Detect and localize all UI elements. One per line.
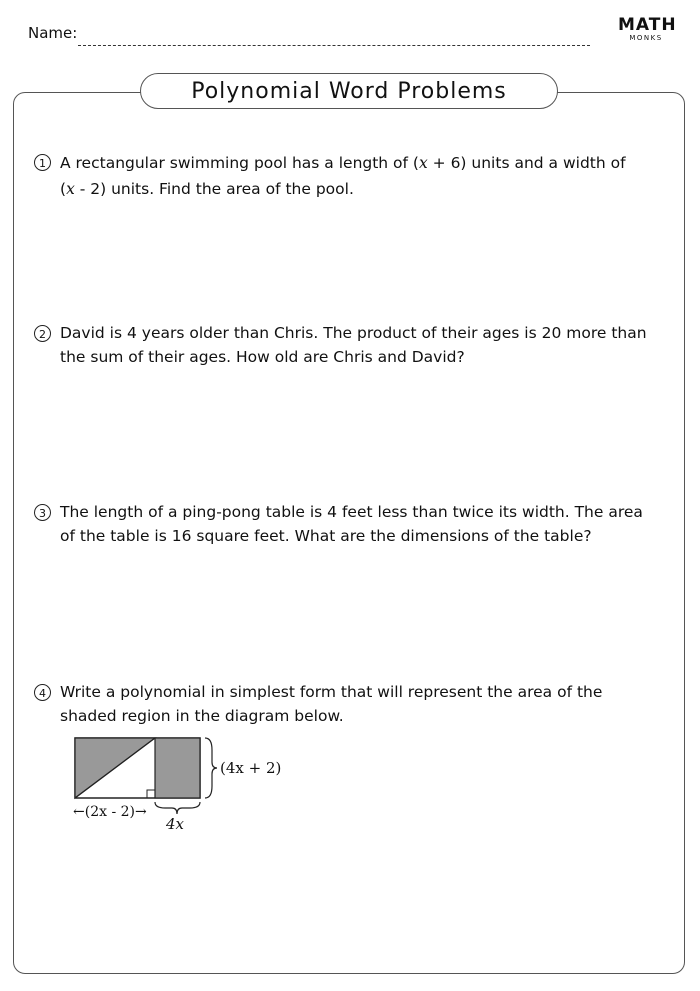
problem-1-text-d: - 2) units. Find the area of the pool. — [74, 180, 354, 198]
height-brace — [205, 738, 217, 798]
problem-1 — [34, 150, 674, 202]
problem-number: 4 — [34, 684, 51, 701]
logo-main-text: MATH — [618, 15, 677, 35]
height-label: (4x + 2) — [220, 759, 282, 777]
problem-text — [60, 321, 674, 369]
shaded-region-diagram — [60, 730, 300, 840]
problem-1-text-c: ( — [60, 180, 67, 198]
problem-1-text-b: + 6) units and a width of — [427, 154, 626, 172]
problem-number: 2 — [34, 325, 51, 342]
problem-number: 3 — [34, 504, 51, 521]
width-brace — [155, 802, 200, 814]
problem-2-line-2: the sum of their ages. How old are Chris and David? — [60, 348, 465, 366]
problem-1-text-a: A rectangular swimming pool has a length of ( — [60, 154, 419, 172]
left-width-label: ←(2x - 2)→ — [73, 804, 147, 820]
problem-4-line-1: Write a polynomial in simplest form that will represent the area of the — [60, 683, 603, 701]
problem-3 — [34, 500, 674, 548]
problem-4-line-2: shaded region in the diagram below. — [60, 707, 344, 725]
problem-3-line-1: The length of a ping-pong table is 4 feet less than twice its width. The area — [60, 503, 643, 521]
problem-number: 1 — [34, 154, 51, 171]
problem-2 — [34, 321, 674, 369]
problem-3-line-2: of the table is 16 square feet. What are the dimensions of the table? — [60, 527, 592, 545]
worksheet-title: Polynomial Word Problems — [140, 73, 558, 109]
problem-4 — [34, 680, 674, 728]
problem-text — [60, 150, 674, 202]
name-line[interactable] — [78, 45, 590, 46]
problem-text — [60, 680, 674, 728]
right-width-label: 4x — [166, 815, 185, 833]
math-monks-logo — [618, 15, 677, 43]
name-label: Name: — [28, 24, 78, 42]
variable-x: x — [418, 154, 428, 172]
variable-x: x — [66, 180, 75, 198]
problem-2-line-1: David is 4 years older than Chris. The product of their ages is 20 more than — [60, 324, 647, 342]
logo-sub-text: MONKS — [629, 34, 663, 42]
shaded-right-rectangle — [155, 738, 200, 798]
problem-text — [60, 500, 674, 548]
